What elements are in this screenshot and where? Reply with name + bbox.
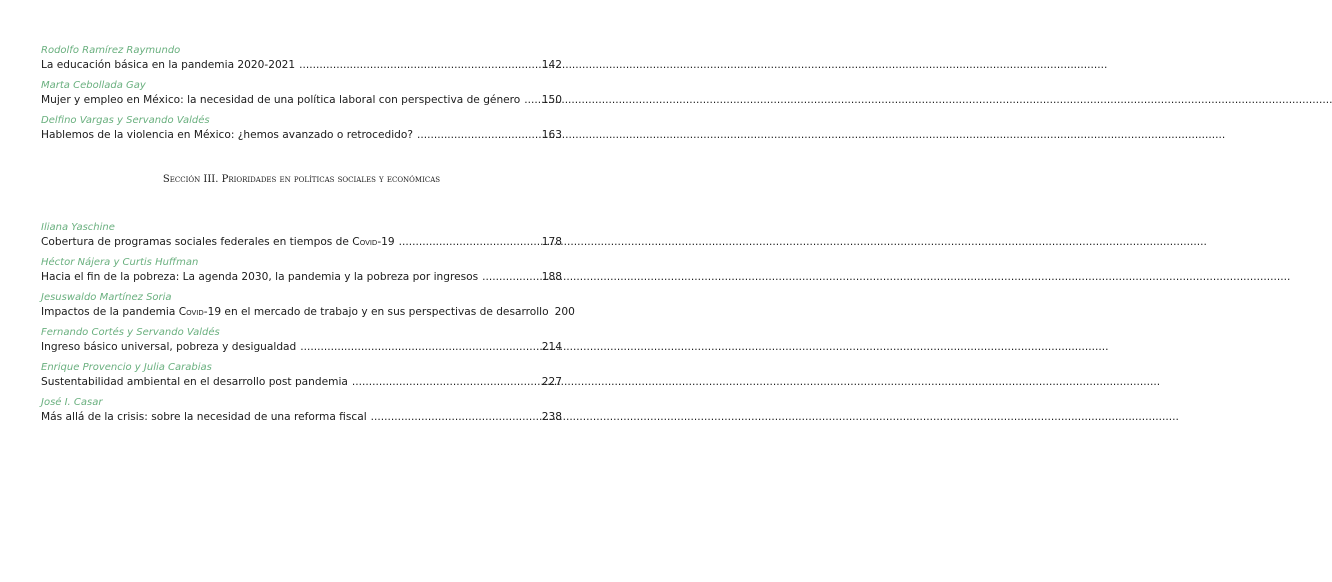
entry-title: Cobertura de programas sociales federales en tiempos de Covid-19 [41,236,395,248]
entry-page-number: 142 [541,59,562,71]
entry-title: Más allá de la crisis: sobre la necesidad de una reforma fiscal [41,411,367,423]
entry-line[interactable] [41,57,562,73]
toc-entry [41,114,562,143]
entry-line[interactable] [41,304,575,320]
entry-title: Mujer y empleo en México: la necesidad de una política laboral con perspectiva de género [41,94,521,106]
entry-author: Héctor Nájera y Curtis Huffman [41,257,199,268]
entry-page-number: 150 [541,94,562,106]
entry-page-number: 178 [541,236,562,248]
entry-line[interactable] [41,409,562,425]
entry-title: Sustentabilidad ambiental en el desarrollo post pandemia [41,376,348,388]
entry-page-number: 200 [554,306,575,318]
entry-page-number: 163 [541,129,562,141]
entry-title: Hacia el fin de la pobreza: La agenda 2030, la pandemia y la pobreza por ingresos [41,271,479,283]
entry-page-number: 238 [541,411,562,423]
entry-title: Impactos de la pandemia Covid-19 en el mercado de trabajo y en sus perspectivas de desarrollo [41,306,549,318]
entry-author: José I. Casar [41,397,103,408]
dot-leader [300,339,539,355]
dot-leader [399,234,540,250]
table-of-contents [41,44,575,425]
section-heading: Sección III. Prioridades en políticas sociales y económicas [162,174,441,185]
entry-line[interactable] [41,374,562,390]
entry-author: Rodolfo Ramírez Raymundo [41,45,181,56]
entry-line[interactable] [41,127,562,143]
dot-leader [371,409,540,425]
toc-entry [41,79,562,108]
entry-page-number: 188 [541,271,562,283]
dot-leader [482,269,540,285]
dot-leader [299,57,540,73]
entry-line[interactable] [41,339,562,355]
entry-author: Delfino Vargas y Servando Valdés [41,115,210,126]
entry-page-number: 227 [541,376,562,388]
toc-entry [41,396,562,425]
entry-line[interactable] [41,269,562,285]
entry-author: Jesuswaldo Martínez Soria [41,292,172,303]
entry-line[interactable] [41,92,562,108]
entry-author: Enrique Provencio y Julia Carabias [41,362,212,373]
toc-entry [41,291,575,320]
toc-entry [41,361,562,390]
dot-leader [352,374,540,390]
entry-title: La educación básica en la pandemia 2020-2021 [41,59,296,71]
entry-author: Marta Cebollada Gay [41,80,146,91]
toc-entry [41,221,562,250]
toc-entry [41,326,562,355]
dot-leader [417,127,540,143]
entry-author: Iliana Yaschine [41,222,115,233]
toc-entry [41,256,562,285]
entry-title: Ingreso básico universal, pobreza y desigualdad [41,341,297,353]
entry-author: Fernando Cortés y Servando Valdés [41,327,220,338]
toc-entry [41,44,562,73]
entry-line[interactable] [41,234,562,250]
entry-page-number: 214 [541,341,562,353]
dot-leader [524,92,539,108]
entry-title: Hablemos de la violencia en México: ¿hemos avanzado o retrocedido? [41,129,413,141]
